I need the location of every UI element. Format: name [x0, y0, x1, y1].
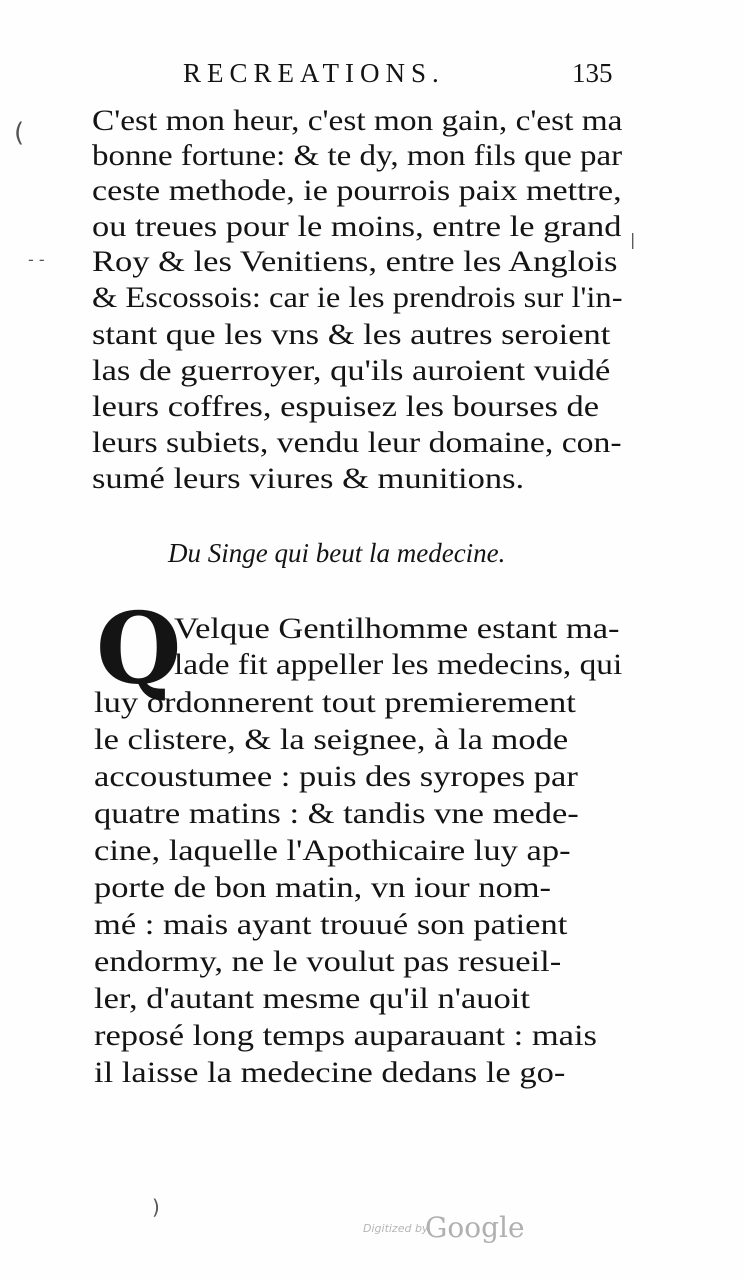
- text-line: mé : mais ayant trouué son patient: [94, 908, 568, 941]
- text-line: bonne fortune: & te dy, mon fils que par: [92, 139, 623, 172]
- text-line: le clistere, & la seignee, à la mode: [94, 723, 569, 756]
- text-line: leurs subiets, vendu leur domaine, con-: [92, 426, 622, 459]
- margin-mark: (: [14, 118, 25, 148]
- google-watermark: Google: [425, 1211, 525, 1244]
- section-title: Du Singe qui beut la medecine.: [168, 538, 506, 568]
- text-line: lade fit appeller les medecins, qui: [174, 648, 623, 681]
- text-line: accoustumee : puis des syropes par: [94, 760, 578, 793]
- text-line: il laisse la medecine dedans le go-: [94, 1056, 566, 1089]
- text-line: & Escossois: car ie les prendrois sur l'in-: [92, 281, 623, 314]
- text-line: leurs coffres, espuisez les bourses de: [92, 390, 600, 423]
- text-line: stant que les vns & les autres seroient: [92, 318, 611, 351]
- text-line: cine, laquelle l'Apothicaire luy ap-: [94, 834, 571, 867]
- drop-cap: Q: [96, 592, 182, 707]
- text-line: porte de bon matin, vn iour nom-: [94, 871, 552, 904]
- text-line: ler, d'autant mesme qu'il n'auoit: [94, 982, 530, 1015]
- text-line: reposé long temps auparauant : mais: [94, 1019, 597, 1052]
- running-head: RECREATIONS.: [183, 58, 445, 88]
- text-line: ou treues pour le moins, entre le grand: [92, 210, 622, 243]
- margin-mark: - -: [28, 250, 45, 269]
- text-line: endormy, ne le voulut pas resueil-: [94, 945, 562, 978]
- text-line: sumé leurs viures & munitions.: [92, 462, 525, 495]
- digitized-label: Digitized by: [363, 1222, 429, 1235]
- text-line: C'est mon heur, c'est mon gain, c'est ma: [92, 104, 623, 137]
- text-line: luy ordonnerent tout premierement: [94, 686, 576, 719]
- text-line: Roy & les Venitiens, entre les Anglois: [92, 245, 618, 278]
- text-line: Velque Gentilhomme estant ma-: [174, 612, 620, 645]
- text-line: las de guerroyer, qu'ils auroient vuidé: [92, 354, 611, 387]
- page-number: 135: [572, 58, 613, 88]
- text-line: quatre matins : & tandis vne mede-: [94, 797, 579, 830]
- text-line: ceste methode, ie pourrois paix mettre,: [92, 174, 622, 207]
- margin-mark: ): [152, 1195, 160, 1219]
- margin-mark: |: [630, 230, 636, 249]
